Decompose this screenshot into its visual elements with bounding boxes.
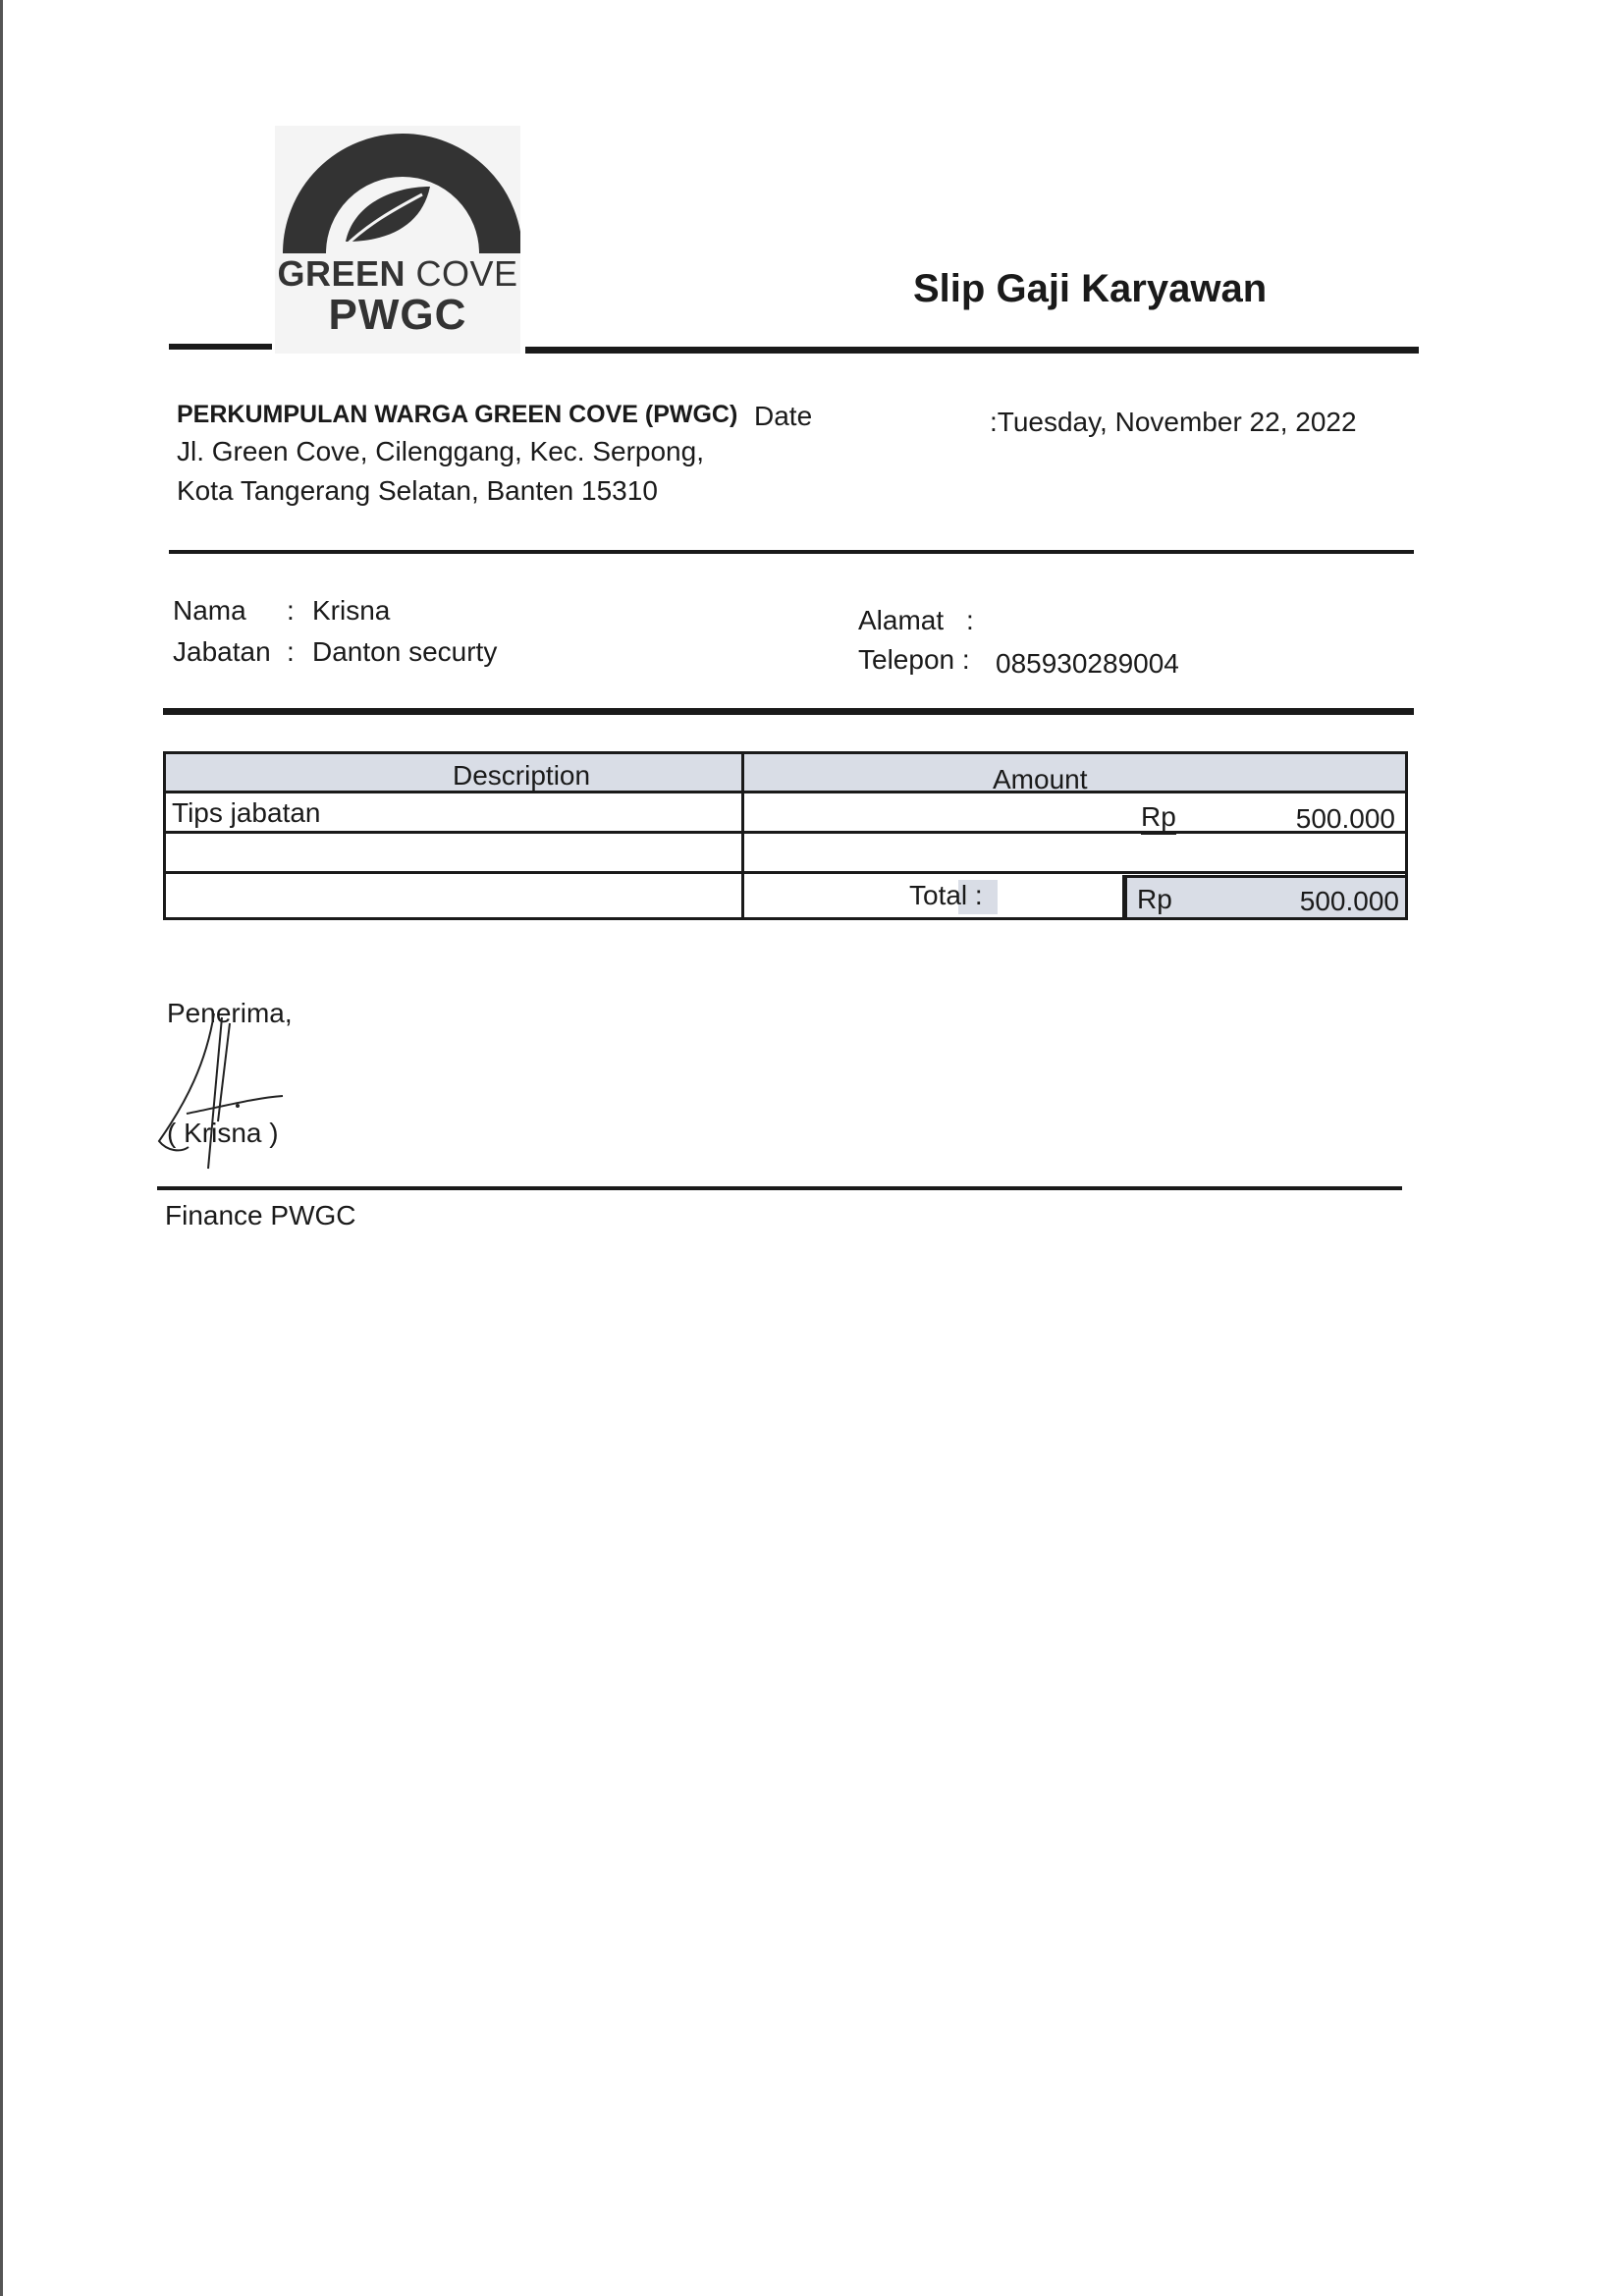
telepon-label: Telepon : — [858, 644, 970, 675]
receiver-name: ( Krisna ) — [167, 1118, 279, 1148]
section-rule-2 — [163, 708, 1414, 715]
header-amount: Amount — [993, 764, 1088, 794]
organization-name: PERKUMPULAN WARGA GREEN COVE (PWGC) — [177, 401, 738, 428]
receiver-label: Penerima, — [167, 998, 293, 1028]
jabatan-separator: : — [287, 636, 295, 667]
telepon-value: 085930289004 — [996, 648, 1179, 679]
jabatan-label: Jabatan — [173, 636, 271, 667]
logo-abbr: PWGC — [328, 291, 467, 339]
slip-title: Slip Gaji Karyawan — [913, 267, 1268, 310]
table-row-empty-2 — [163, 871, 744, 920]
scan-edge — [0, 0, 3, 2296]
leaf-icon — [344, 187, 430, 247]
salary-table — [163, 751, 1408, 961]
organization-address-1: Jl. Green Cove, Cilenggang, Kec. Serpong, — [177, 436, 704, 466]
nama-label: Nama — [173, 595, 246, 626]
organization-logo — [275, 126, 520, 354]
table-row-empty-1-amount — [741, 831, 1408, 874]
finance-label: Finance PWGC — [165, 1200, 356, 1230]
date-label: Date — [754, 401, 813, 431]
header-rule-left — [169, 344, 272, 350]
nama-separator: : — [287, 595, 295, 626]
row-description: Tips jabatan — [172, 797, 321, 828]
row-amount: 500.000 — [1295, 803, 1395, 834]
logo-name: GREEN COVE — [277, 253, 518, 294]
organization-address-2: Kota Tangerang Selatan, Banten 15310 — [177, 475, 658, 506]
header-amount-cell — [741, 751, 1408, 793]
total-amount-cell — [1122, 875, 1408, 920]
header-description: Description — [453, 760, 591, 791]
signature-rule — [157, 1186, 1402, 1190]
jabatan-value: Danton securty — [312, 636, 498, 667]
alamat-separator: : — [966, 605, 974, 635]
table-row-amount — [741, 791, 1408, 834]
section-rule-1 — [169, 550, 1414, 554]
nama-value: Krisna — [312, 595, 391, 626]
table-row — [163, 791, 744, 834]
row-currency: Rp — [1141, 801, 1176, 835]
header-rule-right — [525, 347, 1419, 354]
table-row-empty-1 — [163, 831, 744, 874]
total-amount: 500.000 — [1299, 886, 1399, 916]
total-label: Total : — [909, 880, 983, 910]
date-value: :Tuesday, November 22, 2022 — [990, 407, 1357, 437]
header-description-cell — [163, 751, 744, 793]
alamat-label: Alamat — [858, 605, 945, 635]
total-currency: Rp — [1137, 884, 1172, 914]
